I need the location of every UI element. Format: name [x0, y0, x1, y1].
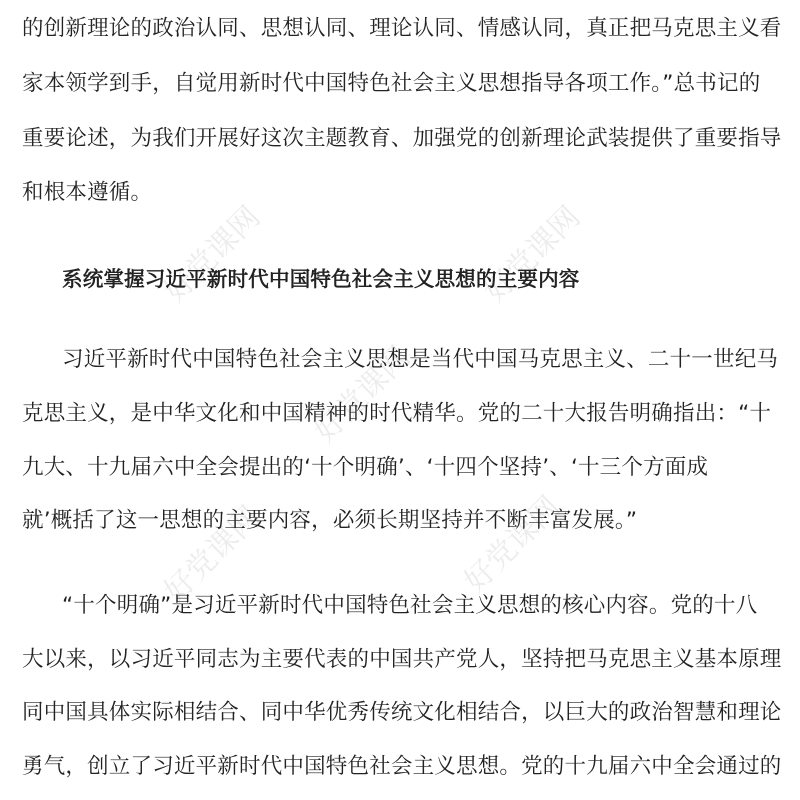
text-line: 九大、十九届六中全会提出的‘十个明确’、‘十四个坚持’、‘十三个方面成 [22, 455, 709, 480]
text-line: “十个明确”是习近平新时代中国特色社会主义思想的核心内容。党的十八 [62, 593, 758, 618]
watermark: 好党课网 [307, 339, 418, 450]
text-line: 大以来，以习近平同志为主要代表的中国共产党人，坚持把马克思主义基本原理 [22, 647, 782, 672]
text-line: 就’概括了这一思想的主要内容，必须长期坚持并不断丰富发展。” [22, 508, 638, 533]
watermark: 好党课网 [477, 199, 588, 310]
text-line: 同中国具体实际相结合、同中华优秀传统文化相结合，以巨大的政治智慧和理论 [22, 700, 782, 725]
text-line: 和根本遵循。 [22, 180, 153, 205]
text-line: 克思主义，是中华文化和中国精神的时代精华。党的二十大报告明确指出：“十 [22, 401, 772, 426]
text-line: 勇气，创立了习近平新时代中国特色社会主义思想。党的十九届六中全会通过的 [22, 754, 782, 779]
watermark: 好党课网 [457, 489, 568, 600]
watermark: 好党课网 [157, 499, 268, 610]
text-line: 家本领学到手，自觉用新时代中国特色社会主义思想指导各项工作。”总书记的 [22, 71, 761, 96]
section-heading: 系统掌握习近平新时代中国特色社会主义思想的主要内容 [62, 267, 580, 291]
text-line: 的创新理论的政治认同、思想认同、理论认同、情感认同，真正把马克思主义看 [22, 16, 782, 41]
text-line: 习近平新时代中国特色社会主义思想是当代中国马克思主义、二十一世纪马 [62, 347, 779, 372]
text-line: 重要论述，为我们开展好这次主题教育、加强党的创新理论武装提供了重要指导 [22, 126, 782, 151]
watermark: 好党课网 [157, 199, 268, 310]
